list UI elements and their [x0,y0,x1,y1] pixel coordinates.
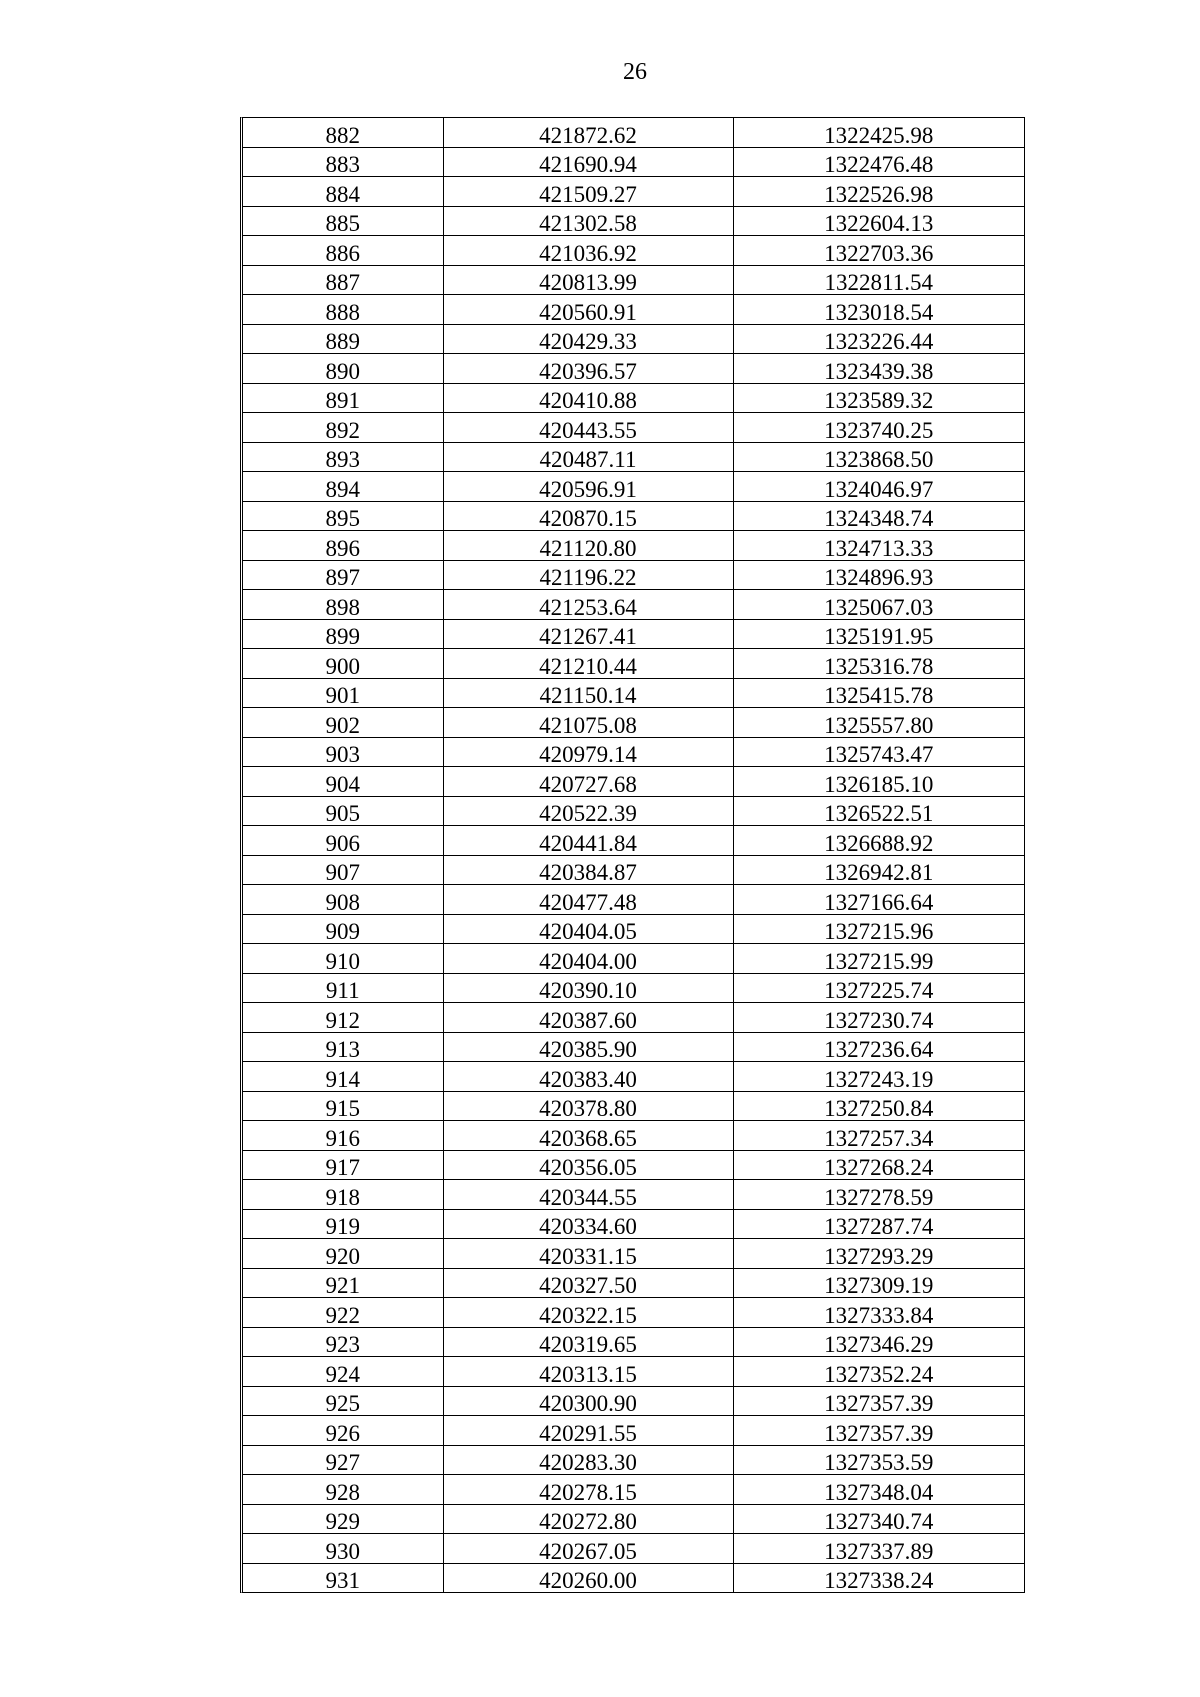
x-coordinate-cell: 420383.40 [443,1062,733,1092]
y-coordinate-cell: 1327236.64 [733,1032,1024,1062]
y-coordinate-cell: 1322476.48 [733,147,1024,177]
point-number-cell: 911 [243,973,443,1003]
table-row [243,826,1024,856]
table-row [243,708,1024,738]
y-coordinate-cell: 1327243.19 [733,1062,1024,1092]
x-coordinate-cell: 420327.50 [443,1268,733,1298]
table-row [243,649,1024,679]
point-number-cell: 922 [243,1298,443,1328]
x-coordinate-cell: 420813.99 [443,265,733,295]
y-coordinate-cell: 1327268.24 [733,1150,1024,1180]
x-coordinate-cell: 420404.00 [443,944,733,974]
y-coordinate-cell: 1327357.39 [733,1386,1024,1416]
point-number-cell: 929 [243,1504,443,1534]
table-row [243,737,1024,767]
point-number-cell: 905 [243,796,443,826]
y-coordinate-cell: 1326688.92 [733,826,1024,856]
y-coordinate-cell: 1327250.84 [733,1091,1024,1121]
table-row [243,1239,1024,1269]
table-row [243,678,1024,708]
x-coordinate-cell: 420522.39 [443,796,733,826]
y-coordinate-cell: 1326942.81 [733,855,1024,885]
table-body [243,118,1024,1592]
point-number-cell: 899 [243,619,443,649]
table-row [243,619,1024,649]
point-number-cell: 921 [243,1268,443,1298]
table-row [243,531,1024,561]
x-coordinate-cell: 420410.88 [443,383,733,413]
x-coordinate-cell: 421267.41 [443,619,733,649]
y-coordinate-cell: 1324896.93 [733,560,1024,590]
table-row [243,590,1024,620]
x-coordinate-cell: 420378.80 [443,1091,733,1121]
point-number-cell: 916 [243,1121,443,1151]
y-coordinate-cell: 1322526.98 [733,177,1024,207]
y-coordinate-cell: 1327357.39 [733,1416,1024,1446]
y-coordinate-cell: 1323868.50 [733,442,1024,472]
table-row [243,147,1024,177]
x-coordinate-cell: 420384.87 [443,855,733,885]
y-coordinate-cell: 1322811.54 [733,265,1024,295]
y-coordinate-cell: 1327230.74 [733,1003,1024,1033]
x-coordinate-cell: 420267.05 [443,1534,733,1564]
point-number-cell: 914 [243,1062,443,1092]
table-row [243,1386,1024,1416]
x-coordinate-cell: 420387.60 [443,1003,733,1033]
coordinates-table [240,117,1025,1593]
y-coordinate-cell: 1325415.78 [733,678,1024,708]
y-coordinate-cell: 1326522.51 [733,796,1024,826]
x-coordinate-cell: 420429.33 [443,324,733,354]
x-coordinate-cell: 421150.14 [443,678,733,708]
table-row [243,1563,1024,1592]
point-number-cell: 930 [243,1534,443,1564]
point-number-cell: 907 [243,855,443,885]
table-row [243,236,1024,266]
x-coordinate-cell: 420727.68 [443,767,733,797]
x-coordinate-cell: 420390.10 [443,973,733,1003]
y-coordinate-cell: 1327338.24 [824,1568,934,1592]
point-number-cell: 904 [243,767,443,797]
point-number-cell: 889 [243,324,443,354]
table-row [243,767,1024,797]
table-row [243,1268,1024,1298]
table-row [243,1327,1024,1357]
point-number-cell: 885 [243,206,443,236]
table-row [243,973,1024,1003]
point-number-cell: 924 [243,1357,443,1387]
table-row [243,560,1024,590]
table-row [243,1445,1024,1475]
table-row [243,324,1024,354]
x-coordinate-cell: 421509.27 [443,177,733,207]
y-coordinate-cell: 1327166.64 [733,885,1024,915]
point-number-cell: 913 [243,1032,443,1062]
table-row [243,1121,1024,1151]
x-coordinate-cell: 421196.22 [443,560,733,590]
y-coordinate-cell: 1326185.10 [733,767,1024,797]
x-coordinate-cell: 421120.80 [443,531,733,561]
x-coordinate-cell: 420331.15 [443,1239,733,1269]
x-coordinate-cell: 420283.30 [443,1445,733,1475]
table-row [243,1298,1024,1328]
point-number-cell: 928 [243,1475,443,1505]
x-coordinate-cell: 420596.91 [443,472,733,502]
y-coordinate-cell: 1323740.25 [733,413,1024,443]
point-number-cell: 902 [243,708,443,738]
point-number-cell: 903 [243,737,443,767]
x-coordinate-cell: 420560.91 [443,295,733,325]
x-coordinate-cell: 420313.15 [443,1357,733,1387]
table-row [243,177,1024,207]
y-coordinate-cell: 1327337.89 [733,1534,1024,1564]
x-coordinate-cell: 421872.62 [443,118,733,147]
point-number-cell: 931 [243,1563,443,1592]
point-number-cell: 923 [243,1327,443,1357]
point-number-cell: 912 [243,1003,443,1033]
x-coordinate-cell: 420870.15 [443,501,733,531]
table-row [243,1091,1024,1121]
x-coordinate-cell: 420272.80 [443,1504,733,1534]
table-row [243,1003,1024,1033]
y-coordinate-cell: 1325067.03 [733,590,1024,620]
point-number-cell: 919 [243,1209,443,1239]
x-coordinate-cell: 421302.58 [443,206,733,236]
x-coordinate-cell: 421210.44 [443,649,733,679]
x-coordinate-cell: 420319.65 [443,1327,733,1357]
y-coordinate-cell: 1327257.34 [733,1121,1024,1151]
y-coordinate-cell: 1324713.33 [733,531,1024,561]
y-coordinate-cell: 1327309.19 [733,1268,1024,1298]
point-number-cell: 891 [243,383,443,413]
table-row [243,855,1024,885]
x-coordinate-cell: 420278.15 [443,1475,733,1505]
table-row [243,118,1024,147]
point-number-cell: 900 [243,649,443,679]
y-coordinate-cell: 1327215.99 [733,944,1024,974]
table-row [243,413,1024,443]
point-number-cell: 925 [243,1386,443,1416]
y-coordinate-cell: 1325316.78 [733,649,1024,679]
y-coordinate-cell: 1323439.38 [733,354,1024,384]
table-row [243,1534,1024,1564]
x-coordinate-cell: 420477.48 [443,885,733,915]
table-row [243,295,1024,325]
table-row [243,442,1024,472]
x-coordinate-cell: 421690.94 [443,147,733,177]
point-number-cell: 886 [243,236,443,266]
point-number-cell: 920 [243,1239,443,1269]
x-coordinate-cell: 420396.57 [443,354,733,384]
table-row [243,1032,1024,1062]
x-coordinate-cell: 420260.00 [443,1563,733,1592]
y-coordinate-cell: 1327278.59 [733,1180,1024,1210]
point-number-cell: 909 [243,914,443,944]
point-number-cell: 884 [243,177,443,207]
y-coordinate-cell: 1325557.80 [733,708,1024,738]
x-coordinate-cell: 421075.08 [443,708,733,738]
y-coordinate-cell: 1322604.13 [733,206,1024,236]
point-number-cell: 893 [243,442,443,472]
point-number-cell: 894 [243,472,443,502]
y-coordinate-cell: 1323589.32 [733,383,1024,413]
table-row [243,472,1024,502]
y-coordinate-cell: 1327348.04 [733,1475,1024,1505]
point-number-cell: 926 [243,1416,443,1446]
y-coordinate-cell: 1324046.97 [733,472,1024,502]
x-coordinate-cell: 421036.92 [443,236,733,266]
y-coordinate-cell: 1322425.98 [733,118,1024,147]
x-coordinate-cell: 420300.90 [443,1386,733,1416]
y-coordinate-cell: 1327215.96 [733,914,1024,944]
point-number-cell: 915 [243,1091,443,1121]
table-row [243,1416,1024,1446]
table-row [243,1475,1024,1505]
x-coordinate-cell: 420441.84 [443,826,733,856]
y-coordinate-cell: 1322703.36 [733,236,1024,266]
point-number-cell: 917 [243,1150,443,1180]
table-row [243,885,1024,915]
point-number-cell: 890 [243,354,443,384]
x-coordinate-cell: 420291.55 [443,1416,733,1446]
x-coordinate-cell: 420385.90 [443,1032,733,1062]
point-number-cell: 898 [243,590,443,620]
point-number-cell: 887 [243,265,443,295]
x-coordinate-cell: 420979.14 [443,737,733,767]
point-number-cell: 897 [243,560,443,590]
y-coordinate-cell: 1323226.44 [733,324,1024,354]
table-row [243,1180,1024,1210]
y-coordinate-cell: 1327340.74 [733,1504,1024,1534]
y-coordinate-cell: 1327287.74 [733,1209,1024,1239]
x-coordinate-cell: 420487.11 [443,442,733,472]
x-coordinate-cell: 420322.15 [443,1298,733,1328]
x-coordinate-cell: 420356.05 [443,1150,733,1180]
table-row [243,796,1024,826]
point-number-cell: 918 [243,1180,443,1210]
y-coordinate-cell: 1327353.59 [733,1445,1024,1475]
x-coordinate-cell: 420404.05 [443,914,733,944]
table-row [243,1357,1024,1387]
table-row [243,944,1024,974]
point-number-cell: 888 [243,295,443,325]
point-number-cell: 927 [243,1445,443,1475]
y-coordinate-cell: 1324348.74 [733,501,1024,531]
point-number-cell: 910 [243,944,443,974]
point-number-cell: 896 [243,531,443,561]
table-row [243,1062,1024,1092]
y-coordinate-cell: 1327225.74 [733,973,1024,1003]
page-number: 26 [623,59,647,85]
point-number-cell: 883 [243,147,443,177]
point-number-cell: 901 [243,678,443,708]
point-number-cell: 895 [243,501,443,531]
table-row [243,1209,1024,1239]
table-row [243,914,1024,944]
table-row [243,1504,1024,1534]
x-coordinate-cell: 421253.64 [443,590,733,620]
y-coordinate-cell: 1323018.54 [733,295,1024,325]
y-coordinate-cell: 1327346.29 [733,1327,1024,1357]
table-row [243,206,1024,236]
point-number-cell: 892 [243,413,443,443]
table-row [243,501,1024,531]
x-coordinate-cell: 420344.55 [443,1180,733,1210]
point-number-cell: 882 [243,118,443,147]
y-coordinate-cell: 1325743.47 [733,737,1024,767]
table-row [243,383,1024,413]
table-row [243,1150,1024,1180]
x-coordinate-cell: 420443.55 [443,413,733,443]
point-number-cell: 906 [243,826,443,856]
y-coordinate-cell: 1327352.24 [733,1357,1024,1387]
y-coordinate-cell: 1327293.29 [733,1239,1024,1269]
y-coordinate-cell: 1325191.95 [733,619,1024,649]
x-coordinate-cell: 420334.60 [443,1209,733,1239]
point-number-cell: 908 [243,885,443,915]
table-row [243,265,1024,295]
table-row [243,354,1024,384]
y-coordinate-cell: 1327333.84 [733,1298,1024,1328]
x-coordinate-cell: 420368.65 [443,1121,733,1151]
